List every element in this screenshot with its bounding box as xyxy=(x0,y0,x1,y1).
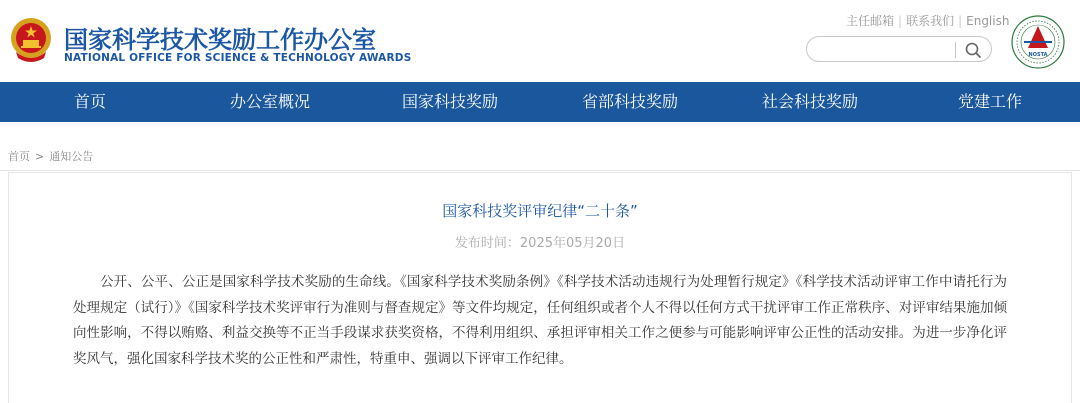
article-date: 发布时间：2025年05月20日 xyxy=(454,236,626,251)
nosta-logo-text: NOSTA xyxy=(1028,52,1048,58)
national-emblem-icon[interactable] xyxy=(8,14,54,64)
breadcrumb-separator: > xyxy=(35,150,45,163)
contact-us-link[interactable]: 联系我们 xyxy=(906,14,955,28)
search-icon[interactable] xyxy=(963,41,983,59)
nav-item-national-awards[interactable]: 国家科技奖励 xyxy=(401,92,498,111)
search-box xyxy=(806,36,992,62)
article-body: 公开、公平、公正是国家科学技术奖励的生命线。《国家科学技术奖励条例》《科学技术活动违规行为处理暂行规定》《科学技术活动评审工作中请托行为处理规定（试行）》《国家科学技术奖评审行为准则与督查规定》等文件均规定，任何组织或者个人不得以任何方式干扰评审工作正常秩序、对评审结果施加倾向性影响，不得以贿赂、利益交换等不正当手段谋求获奖资格，不得利用组织、承担评审相关工作之便参与可能影响评审公正性的活动安排。为进一步净化评奖风气，强化国家科学技术奖的公正性和严肃性，特重申、强调以下评审工作纪律。 xyxy=(73,274,1007,367)
site-header xyxy=(0,0,1080,82)
site-subtitle: NATIONAL OFFICE FOR SCIENCE & TECHNOLOGY AWARDS xyxy=(64,52,412,64)
main-nav xyxy=(0,82,1080,122)
breadcrumb-notices[interactable]: 通知公告 xyxy=(49,150,94,163)
top-links xyxy=(846,12,1009,29)
nav-item-social-awards[interactable]: 社会科技奖励 xyxy=(761,92,858,111)
nosta-logo[interactable] xyxy=(1010,14,1066,70)
director-mailbox-link[interactable]: 主任邮箱 xyxy=(846,14,895,28)
nav-item-party-building[interactable]: 党建工作 xyxy=(957,92,1022,111)
nav-item-home[interactable]: 首页 xyxy=(73,92,106,111)
breadcrumb-home[interactable]: 首页 xyxy=(8,150,30,163)
top-link-separator: | xyxy=(898,14,903,28)
article-title: 国家科技奖评审纪律“二十条” xyxy=(442,202,638,220)
nav-item-provincial-awards[interactable]: 省部科技奖励 xyxy=(581,92,678,111)
nav-item-office-overview[interactable]: 办公室概况 xyxy=(229,92,310,111)
breadcrumb-divider xyxy=(0,170,1080,171)
breadcrumb xyxy=(8,148,93,164)
search-input[interactable] xyxy=(817,41,947,59)
search-divider xyxy=(955,42,956,58)
site-title: 国家科学技术奖励工作办公室 xyxy=(64,26,376,54)
english-link[interactable]: English xyxy=(966,14,1010,28)
top-link-separator: | xyxy=(958,14,963,28)
